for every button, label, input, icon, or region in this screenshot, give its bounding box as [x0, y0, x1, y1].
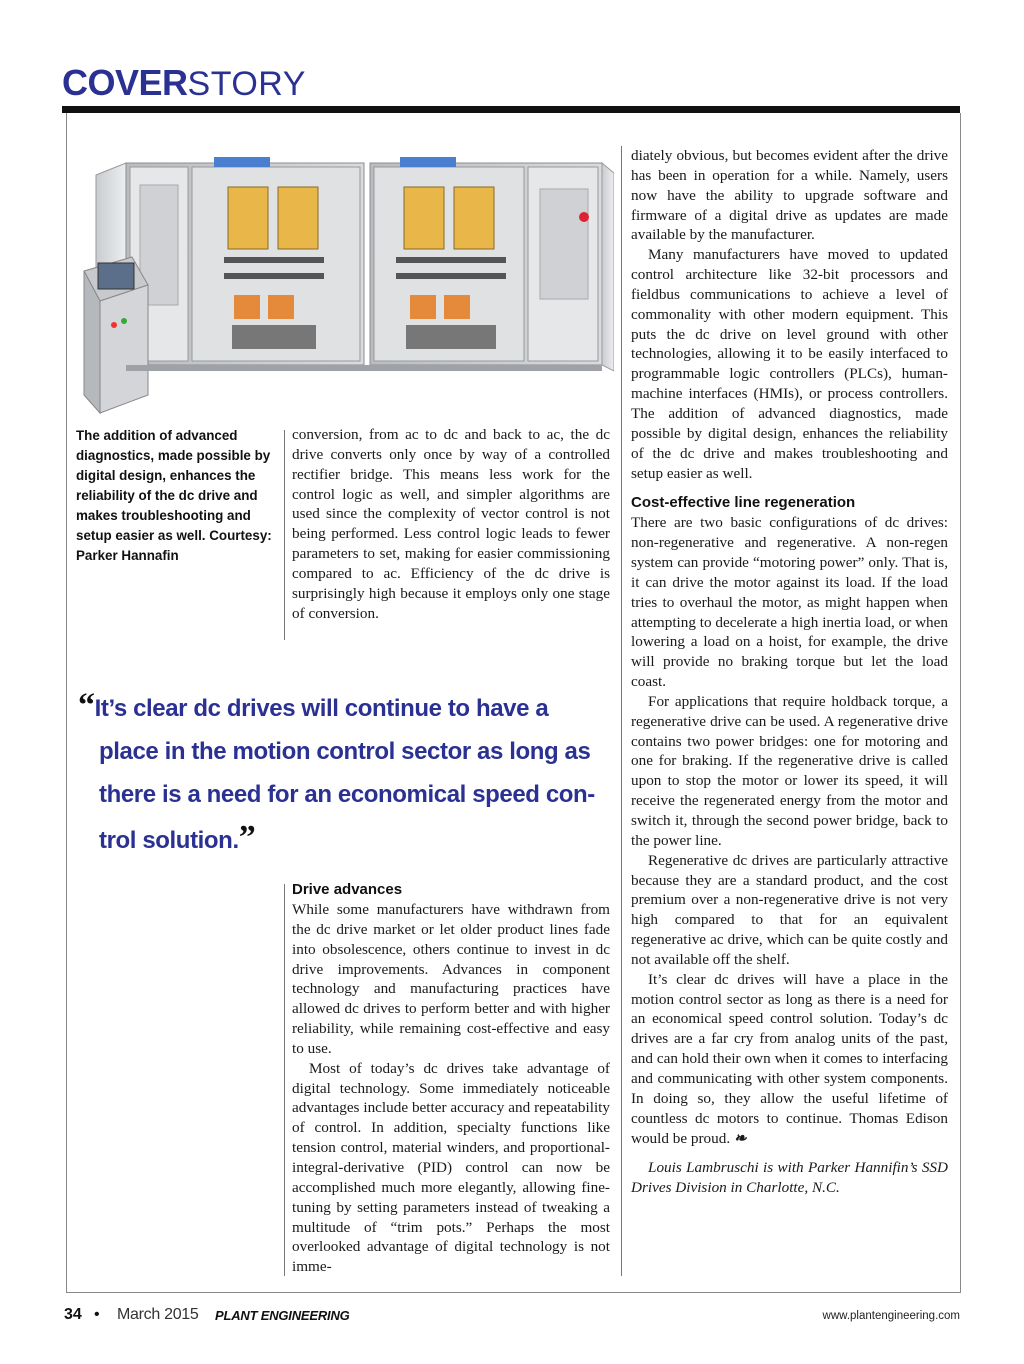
paragraph: Many manufacturers have moved to updated control architecture like 32-bit processors and fieldbus communications to achieve a level of commonality with other modern equipment. This puts the dc drive on level ground with other technologies, allowing it to be easily interfaced to programmable logic controllers (PLCs), human-machine interfaces (HMIs), or process controllers. The addition of advanced diagnostics, made possible by digital design, enhances the reliability of the dc drive and makes troubleshooting and setup easier as well.	[631, 246, 948, 482]
pull-quote-line	[78, 684, 598, 730]
body-column-c	[631, 146, 948, 1198]
section-title-story: STORY	[187, 65, 306, 103]
paragraph	[631, 970, 948, 1149]
subheading-drive-advances: Drive advances	[292, 881, 403, 898]
pull-quote-line	[78, 816, 598, 862]
close-quote-mark: ”	[238, 819, 256, 856]
open-quote-mark: “	[78, 687, 95, 724]
header-rule	[62, 106, 960, 113]
column-rule-c	[621, 146, 622, 1276]
body-column-b	[292, 880, 610, 1277]
section-header	[62, 62, 306, 104]
body-column-a	[292, 425, 610, 623]
paragraph: conversion, from ac to dc and back to ac, the dc drive converts only once by way of a controlled rectifier bridge. This means less work for the control logic as well, and simpler algorithms are used since the complexity of vector control is not being performed. Less control logic leads to fewer parameters to set, making for easier commissioning compared to ac. Efficiency of the dc drive is surprisingly high because it employs only one stage of conversion.	[292, 426, 610, 622]
subheading-line-regeneration: Cost-effective line regeneration	[631, 494, 856, 512]
column-rule-b	[284, 884, 285, 1276]
section-title-cover: COVER	[62, 62, 188, 103]
paragraph: There are two basic configurations of dc drives: non-regenerative and regenerative. A non-regen system can provide “motoring power” only. That is, it can drive the motor against its load. If the load tries to overhaul the motor, as might happen when attempting to decelerate a high inertia load, or when lowering a load on a hoist, for example, the drive will provide no braking torque but let the load coast.	[631, 514, 948, 691]
end-mark-icon: ❧	[733, 1129, 747, 1147]
pull-quote-line: place in the motion control sector as long as	[99, 738, 591, 765]
footer-publication: PLANT ENGINEERING	[215, 1308, 350, 1323]
drive-cabinets-photo	[74, 145, 614, 417]
photo-caption: The addition of advanced diagnostics, made possible by digital design, enhances the reliability of the dc drive and makes troubleshooting and setup easier as well. Courtesy: Parker Hannafin	[76, 428, 272, 563]
paragraph: While some manufacturers have withdrawn from the dc drive market or let older product lines fade into obsolescence, others continue to invest in dc drive improvements. Advances in component technology and manufacturing practices have allowed dc drives to perform better and with higher reliability, while remaining cost-effective and easy to use.	[292, 901, 610, 1057]
paragraph: Regenerative dc drives are particularly attractive because they are a standard product, and the cost premium over a non-regenerative drive is not very high compared to that for an equivalent regenerative ac drive, which can be quite costly and not available off the shelf.	[631, 851, 948, 968]
footer-page-number: 34	[64, 1306, 82, 1323]
pull-quote-text: It’s clear dc drives will continue to have a	[94, 695, 549, 722]
pull-quote-text: trol solution.	[99, 827, 239, 854]
author-note: Louis Lambruschi is with Parker Hannifin’s SSD Drives Division in Charlotte, N.C.	[631, 1159, 948, 1197]
column-rule-a	[284, 430, 285, 640]
frame-bottom-border	[66, 1292, 961, 1293]
frame-right-border	[960, 113, 961, 1293]
pull-quote-line: there is a need for an economical speed con-	[99, 781, 595, 808]
paragraph-text: It’s clear dc drives will have a place in the motion control sector as long as there is a need for an economical speed control solution. Today’s dc drives are a far cry from analog units of the past, and can hold their own when it comes to interfacing and communicating with other system components. In doing so, they allow the useful lifetime of countless dc motors to continue. Thomas Edison would be proud.	[631, 970, 948, 1147]
frame-left-border	[66, 113, 67, 1293]
footer-url[interactable]: www.plantengineering.com	[822, 1310, 960, 1322]
paragraph: Most of today’s dc drives take advantage of digital technology. Some immediately noticeable advantages include better accuracy and repeatability of control. In addition, specialty functions like tension control, material winders, and proportional-integral-derivative (PID) control can now be accomplished much more elegantly, allowing fine-tuning by setting parameters instead of tweaking a multitude of “trim pots.” Perhaps the most overlooked advantage of digital technology is not imme-	[292, 1059, 610, 1276]
footer-date: March 2015	[117, 1306, 199, 1323]
paragraph: For applications that require holdback torque, a regenerative drive can be used. A regenerative drive contains two power bridges: one for motoring and one for braking. If the regenerative drive is called upon to stop the motor or lower its speed, it will receive the regenerated energy from the motor and switch it, through the second power bridge, back to the power line.	[631, 692, 948, 849]
industrial-dc-drive-cabinets-image	[74, 145, 614, 417]
paragraph: diately obvious, but becomes evident after the drive has been in operation for a while. Namely, users now have the ability to upgrade software and firmware of a digital drive as updates are made available by the manufacturer.	[631, 147, 948, 244]
pull-quote	[78, 684, 598, 862]
footer-separator: •	[94, 1306, 100, 1323]
